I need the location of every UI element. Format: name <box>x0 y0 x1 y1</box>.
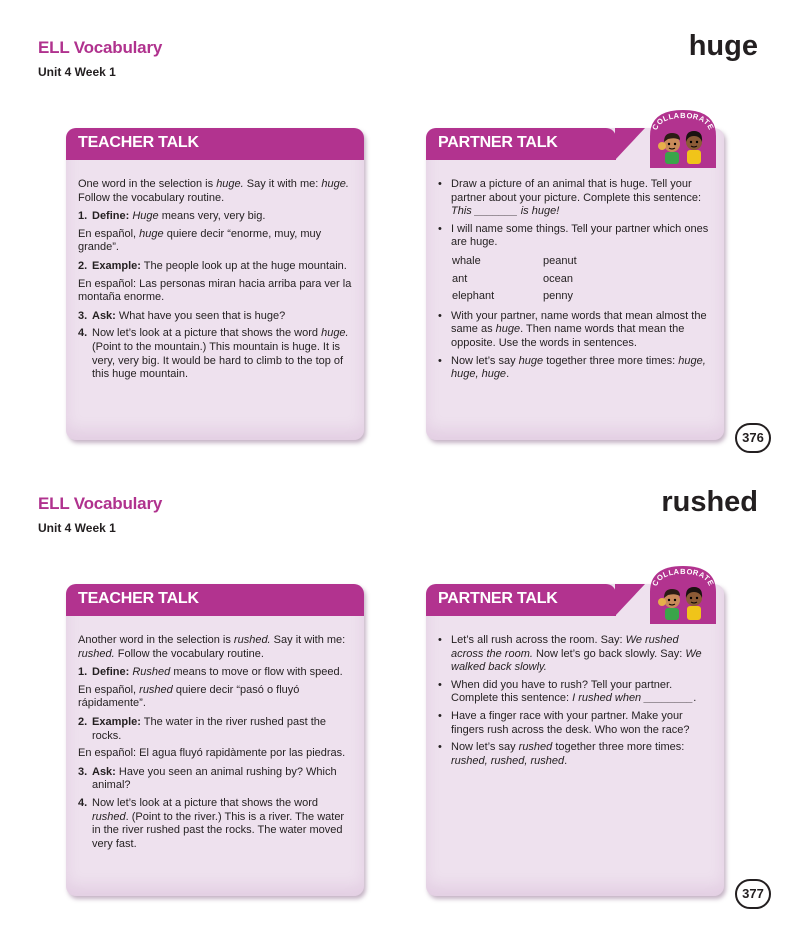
partner-item: • When did you have to rush? Tell your partner. Complete this sentence: I rushed when ________. <box>438 678 697 705</box>
word-list <box>452 255 714 304</box>
teacher-talk-title: TEACHER TALK <box>78 590 199 607</box>
routine-step-picture: 4. Now let’s look at a picture that shows the word rushed. (Point to the river.) This is a river. The water in the river rushed past the rocks. The water moved very fast. <box>78 796 345 850</box>
routine-step-example: 2. Example: The people look up at the huge mountain. <box>78 259 347 272</box>
teacher-talk-card <box>66 128 364 440</box>
page-number: 376 <box>735 423 771 453</box>
spanish-example: En español: El agua fluyó rapidàmente por las piedras. <box>78 747 346 760</box>
svg-text:COLLABORATE: COLLABORATE <box>650 566 716 588</box>
routine-step-ask: 3. Ask: What have you seen that is huge? <box>78 309 286 322</box>
vocab-word-heading: rushed <box>661 486 758 518</box>
partner-item: • Now let’s say rushed together three more times: rushed, rushed, rushed. <box>438 741 685 767</box>
word-list-item: ant <box>452 272 468 285</box>
partner-item: • Now let’s say huge together three more times: huge, huge, huge. <box>438 354 706 381</box>
partner-talk-header <box>426 128 616 160</box>
partner-talk-body <box>438 178 714 386</box>
teacher-talk-body <box>78 634 354 855</box>
collaborate-badge-icon <box>642 562 724 628</box>
teacher-talk-header <box>66 584 364 616</box>
partner-talk-header <box>426 584 616 616</box>
word-list-item: ocean <box>543 272 573 285</box>
teacher-talk-header <box>66 128 364 160</box>
spanish-example: En español: Las personas miran hacia arriba para ver la montaña enorme. <box>78 277 352 304</box>
partner-talk-card <box>426 110 724 440</box>
ell-vocabulary-title: ELL Vocabulary <box>38 494 163 513</box>
partner-item: • Draw a picture of an animal that is huge. Tell your partner about your picture. Complete this sentence: This _______ is huge! <box>438 178 702 218</box>
partner-item: • With your partner, name words that mean almost the same as huge. Then name words that mean the opposite. Use the words in sentences. <box>438 309 707 349</box>
routine-step-define: 1. Define: Rushed means to move or flow with speed. <box>78 666 343 679</box>
svg-text:COLLABORATE: COLLABORATE <box>650 110 716 132</box>
routine-step-define: 1. Define: Huge means very, very big. <box>78 210 266 223</box>
spanish-definition: En español, huge quiere decir “enorme, muy, muy grande”. <box>78 227 322 254</box>
teacher-talk-title: TEACHER TALK <box>78 134 199 151</box>
partner-talk-title: PARTNER TALK <box>438 590 558 607</box>
teacher-talk-card <box>66 584 364 896</box>
page-number: 377 <box>735 879 771 909</box>
unit-week-label: Unit 4 Week 1 <box>38 65 116 79</box>
teacher-intro: One word in the selection is huge. Say it with me: huge. Follow the vocabulary routine. <box>78 178 349 204</box>
partner-item: • Have a finger race with your partner. Make your fingers rush across the desk. Who won the race? <box>438 709 690 736</box>
ell-vocabulary-title: ELL Vocabulary <box>38 38 163 57</box>
word-list-item: penny <box>543 290 573 303</box>
partner-item: • Let’s all rush across the room. Say: We rushed across the room. Now let’s go back slowly. Say: We walked back slowly. <box>438 634 702 674</box>
routine-step-example: 2. Example: The water in the river rushed past the rocks. <box>78 715 326 742</box>
teacher-intro: Another word in the selection is rushed. Say it with me: rushed. Follow the vocabulary routine. <box>78 634 346 660</box>
word-list-item: peanut <box>543 254 577 267</box>
vocab-section-rushed <box>0 456 792 924</box>
teacher-talk-body <box>78 178 354 386</box>
partner-talk-title: PARTNER TALK <box>438 134 558 151</box>
collaborate-badge-icon <box>642 106 724 172</box>
partner-item: • I will name some things. Tell your partner which ones are huge. <box>438 222 709 249</box>
word-list-item: whale <box>452 254 481 267</box>
routine-step-ask: 3. Ask: Have you seen an animal rushing by? Which animal? <box>78 765 337 792</box>
unit-week-label: Unit 4 Week 1 <box>38 521 116 535</box>
spanish-definition: En español, rushed quiere decir “pasó o fluyó rápidamente”. <box>78 683 300 710</box>
partner-talk-card <box>426 566 724 896</box>
vocab-word-heading: huge <box>688 30 758 62</box>
word-list-item: elephant <box>452 290 495 303</box>
routine-step-picture: 4. Now let’s look at a picture that shows the word huge. (Point to the mountain.) This mountain is huge. It is very, very big. It would be hard to climb to the top of this huge mountain. <box>78 327 349 381</box>
partner-talk-body <box>438 634 714 772</box>
